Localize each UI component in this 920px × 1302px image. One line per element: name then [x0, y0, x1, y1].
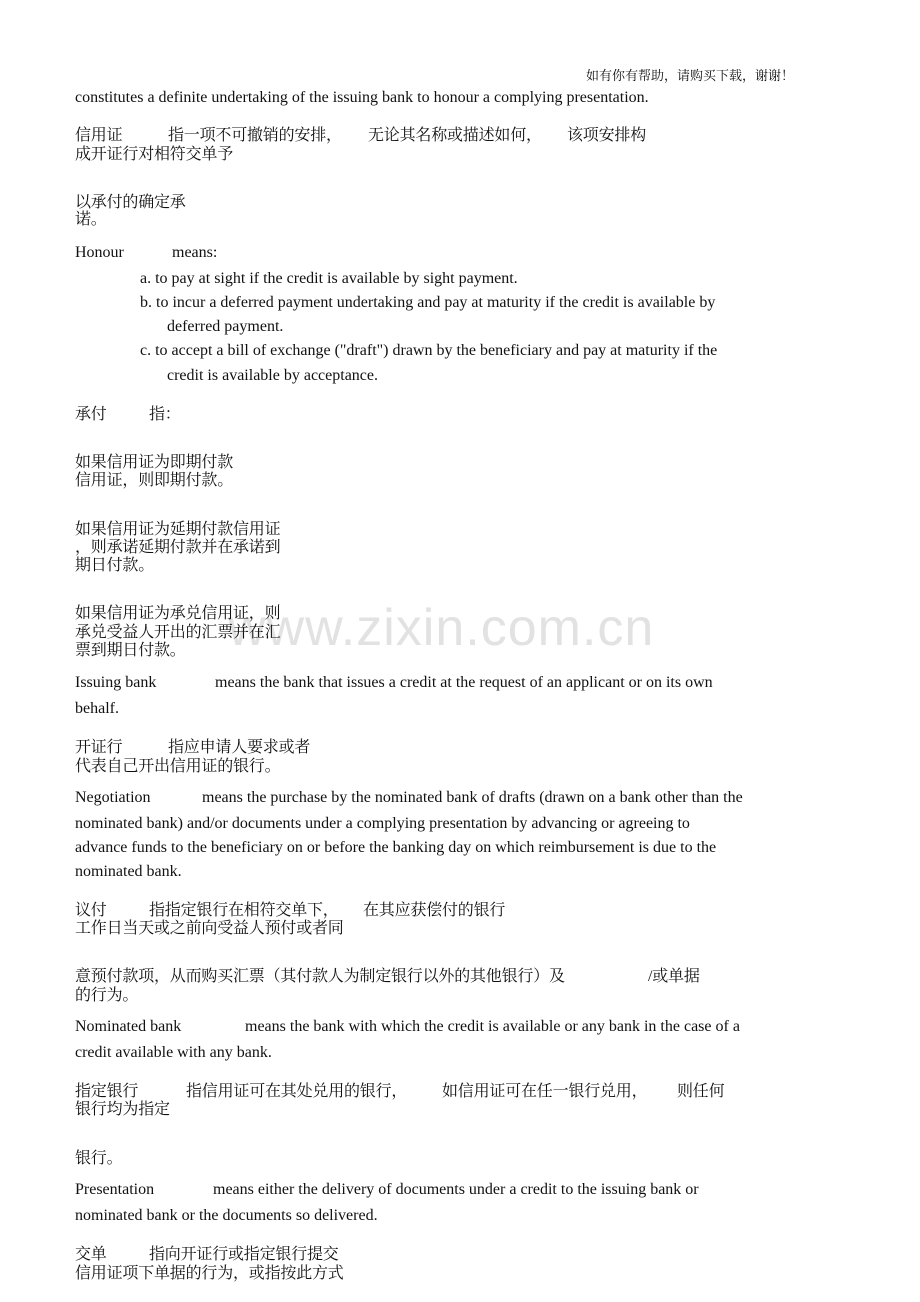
honour-zh-line: 承兑受益人开出的汇票并在汇 — [75, 624, 281, 641]
credit-zh-line: 诺。 — [75, 211, 107, 228]
negotiation-zh-line: 在其应获偿付的银行 — [363, 902, 506, 919]
presentation-line: nominated bank or the documents so delivered. — [75, 1207, 378, 1224]
negotiation-line: nominated bank. — [75, 863, 182, 880]
honour-zh-line: 期日付款。 — [75, 557, 155, 574]
presentation-zh-line: 指向开证行或指定银行提交 — [149, 1246, 339, 1263]
nominated-line: credit available with any bank. — [75, 1044, 272, 1061]
credit-definition-continuation: constitutes a definite undertaking of the issuing bank to honour a complying presentation. — [75, 89, 649, 106]
nominated-zh-line: 银行均为指定 — [75, 1101, 170, 1118]
nominated-zh-line: 指信用证可在其处兑用的银行， — [186, 1083, 408, 1100]
nominated-zh-line: 银行。 — [75, 1150, 123, 1167]
honour-zh-term: 承付 — [75, 406, 107, 423]
nominated-line: means the bank with which the credit is available or any bank in the case of a — [245, 1018, 740, 1035]
presentation-line: means either the delivery of documents under a credit to the issuing bank or — [213, 1181, 699, 1198]
nominated-zh-line: 如信用证可在任一银行兑用， — [442, 1083, 648, 1100]
credit-zh-line: 以承付的确定承 — [75, 194, 186, 211]
honour-term: Honour — [75, 244, 124, 261]
honour-zh-line: 票到期日付款。 — [75, 642, 186, 659]
honour-zh-zhi: 指： — [149, 406, 181, 423]
negotiation-zh-line: /或单据 — [648, 968, 700, 985]
negotiation-term: Negotiation — [75, 789, 151, 806]
negotiation-zh-term: 议付 — [75, 902, 107, 919]
negotiation-zh-line: 工作日当天或之前向受益人预付或者同 — [75, 920, 344, 937]
presentation-term: Presentation — [75, 1181, 155, 1198]
credit-zh-line: 指一项不可撤销的安排， — [168, 127, 342, 144]
honour-zh-line: ，则承诺延期付款并在承诺到 — [75, 539, 281, 556]
honour-zh-line: 如果信用证为延期付款信用证 — [75, 521, 281, 538]
honour-item-c: c. to accept a bill of exchange ("draft") drawn by the beneficiary and pay at maturity if the — [140, 342, 718, 359]
nominated-zh-term: 指定银行 — [75, 1083, 139, 1100]
credit-zh-line: 无论其名称或描述如何， — [368, 127, 542, 144]
issuing-term: Issuing bank — [75, 674, 157, 691]
issuing-line: means the bank that issues a credit at the request of an applicant or on its own — [215, 674, 713, 691]
issuing-zh-term: 开证行 — [75, 739, 123, 756]
honour-zh-line: 如果信用证为承兑信用证，则 — [75, 605, 281, 622]
issuing-line: behalf. — [75, 700, 119, 717]
negotiation-line: advance funds to the beneficiary on or before the banking day on which reimbursement is due to the — [75, 839, 717, 856]
negotiation-line: nominated bank) and/or documents under a complying presentation by advancing or agreeing to — [75, 815, 690, 832]
credit-zh-term: 信用证 — [75, 127, 123, 144]
honour-item-b: b. to incur a deferred payment undertaking and pay at maturity if the credit is available by — [140, 294, 716, 311]
honour-item-a: a. to pay at sight if the credit is available by sight payment. — [140, 270, 518, 287]
negotiation-zh-line: 指指定银行在相符交单下， — [149, 902, 339, 919]
negotiation-line: means the purchase by the nominated bank of drafts (drawn on a bank other than the — [202, 789, 743, 806]
honour-item-c-cont: credit is available by acceptance. — [167, 367, 378, 384]
watermark: www.zixin.com.cn — [228, 599, 655, 657]
nominated-term: Nominated bank — [75, 1018, 182, 1035]
issuing-zh-line: 代表自己开出信用证的银行。 — [75, 758, 281, 775]
issuing-zh-line: 指应申请人要求或者 — [168, 739, 311, 756]
header-note: 如有你有帮助，请购买下载，谢谢！ — [586, 68, 795, 83]
presentation-zh-term: 交单 — [75, 1246, 107, 1263]
credit-zh-line: 成开证行对相符交单予 — [75, 146, 234, 163]
nominated-zh-line: 则任何 — [677, 1083, 725, 1100]
credit-zh-line: 该项安排构 — [567, 127, 647, 144]
honour-zh-line: 信用证，则即期付款。 — [75, 472, 234, 489]
presentation-zh-line: 信用证项下单据的行为，或指按此方式 — [75, 1265, 344, 1282]
negotiation-zh-line: 的行为。 — [75, 987, 139, 1004]
negotiation-zh-line: 意预付款项，从而购买汇票（其付款人为制定银行以外的其他银行）及 — [75, 968, 565, 985]
honour-means: means: — [172, 244, 218, 261]
honour-item-b-cont: deferred payment. — [167, 318, 284, 335]
honour-zh-line: 如果信用证为即期付款 — [75, 454, 234, 471]
